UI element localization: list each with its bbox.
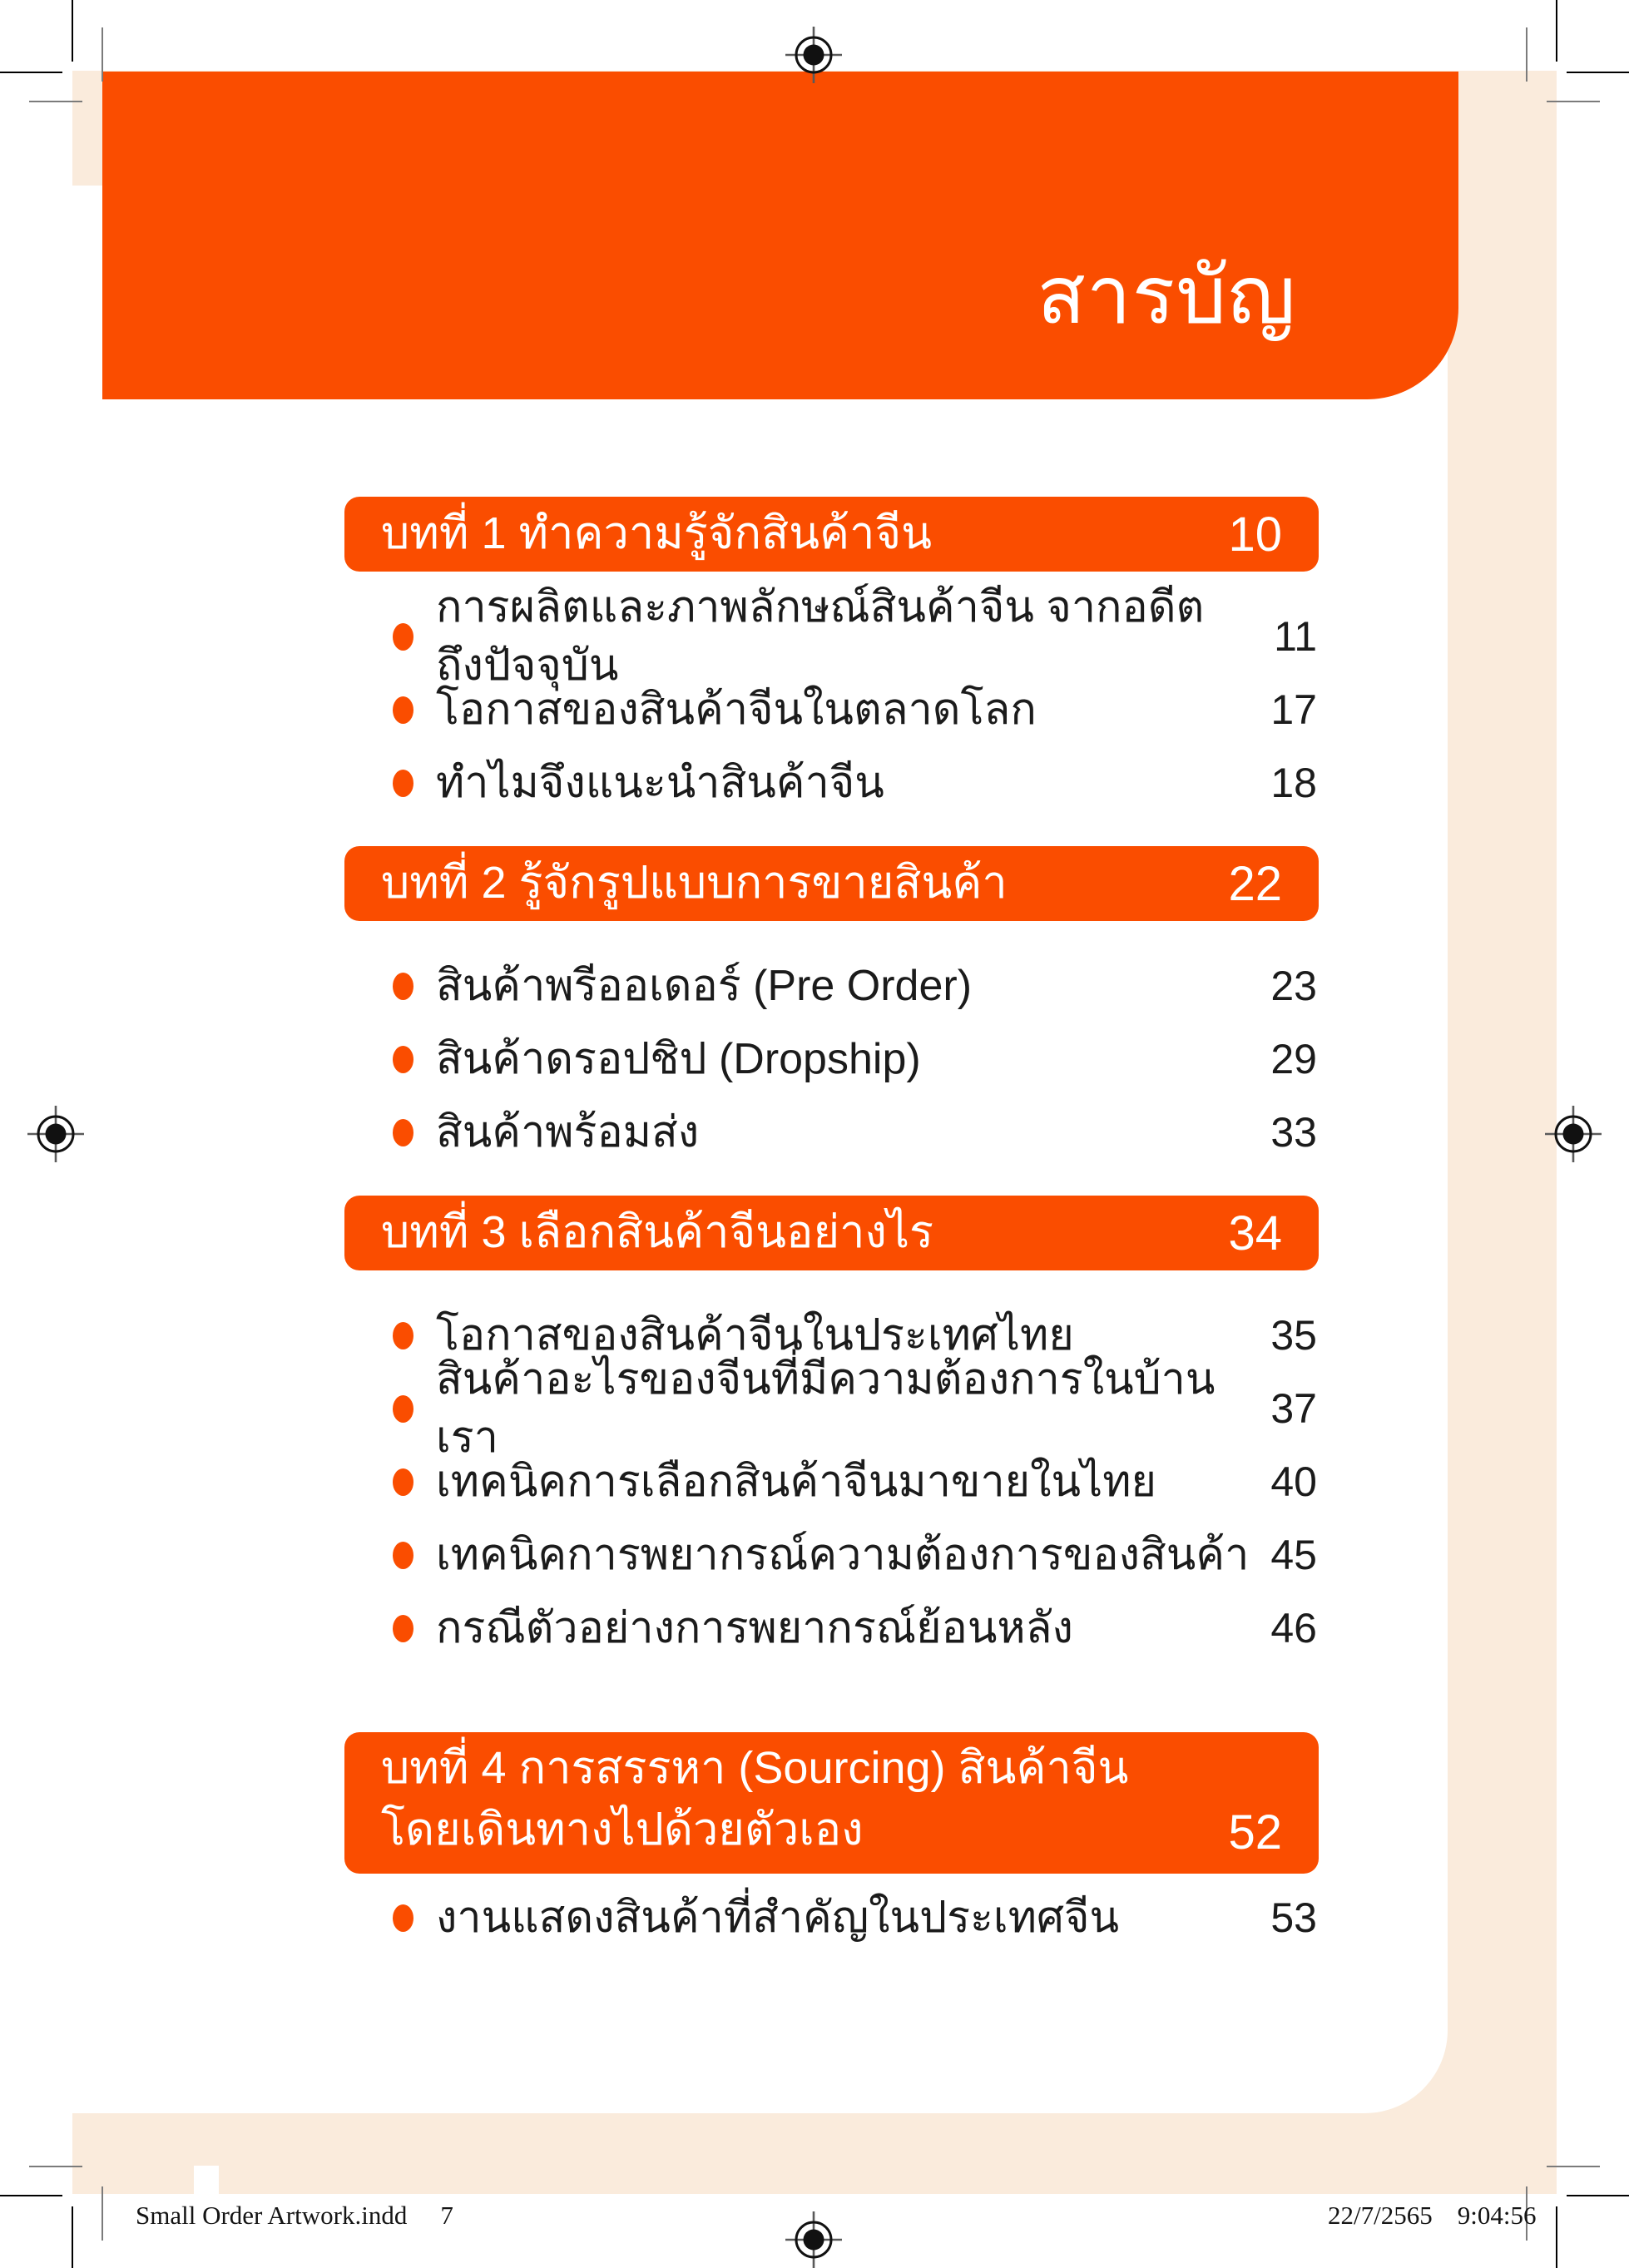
chapter-4-bar [344, 1732, 1319, 1874]
toc-item-page: 18 [1270, 760, 1317, 806]
toc-item [344, 746, 1319, 820]
bullet-icon [393, 1615, 413, 1642]
registration-mark [784, 25, 844, 85]
toc-item-page: 53 [1270, 1894, 1317, 1941]
toc-item-label: สินค้าพร้อมส่ง [436, 1107, 700, 1156]
registration-mark [1543, 1104, 1603, 1164]
footer-timestamp [1328, 2201, 1536, 2231]
toc-item-label: สินค้าดรอปชิป (Dropship) [436, 1034, 921, 1083]
crop-mark [72, 0, 73, 62]
crop-mark [1556, 2206, 1557, 2268]
toc-item-page: 46 [1270, 1605, 1317, 1651]
toc-item-label: ทำไมจึงแนะนำสินค้าจีน [436, 758, 884, 807]
footer-filename [136, 2201, 453, 2231]
toc-item [344, 949, 1319, 1023]
toc-item [344, 1023, 1319, 1096]
chapter-4-items [344, 1881, 1319, 1954]
chapter-2-page-number: 22 [1228, 856, 1282, 911]
toc-item-page: 33 [1270, 1109, 1317, 1156]
toc-item-page: 35 [1270, 1312, 1317, 1359]
toc-item-label: สินค้าอะไรของจีนที่มีความต้องการในบ้านเรา [436, 1354, 1216, 1462]
toc-item [344, 673, 1319, 746]
footer-date: 22/7/2565 [1328, 2201, 1433, 2230]
bullet-icon [393, 1542, 413, 1569]
chapter-3-page-number: 34 [1228, 1206, 1282, 1260]
bullet-icon [393, 1468, 413, 1496]
crop-mark [1556, 0, 1557, 62]
crop-mark [1567, 72, 1629, 73]
chapter-2-title: บทที่ 2 รู้จักรูปแบบการขายสินค้า [381, 858, 1008, 909]
chapter-4-page-number: 52 [1228, 1805, 1282, 1859]
chapter-3-title: บทที่ 3 เลือกสินค้าจีนอย่างไร [381, 1207, 933, 1258]
toc-item [344, 1518, 1319, 1592]
bleed-notch [194, 2166, 219, 2194]
registration-mark [784, 2210, 844, 2268]
toc-item-label: กรณีตัวอย่างการพยากรณ์ย้อนหลัง [436, 1603, 1073, 1652]
crop-mark [0, 72, 62, 73]
chapter-1-items [344, 582, 1319, 820]
footer-page-number: 7 [440, 2201, 453, 2230]
toc-item-page: 17 [1270, 686, 1317, 733]
chapter-4-title [381, 1737, 1128, 1860]
bullet-icon [393, 1904, 413, 1932]
toc-item-page: 40 [1270, 1458, 1317, 1505]
crop-mark [72, 2206, 73, 2268]
toc-item [344, 1445, 1319, 1518]
chapter-2-items [344, 949, 1319, 1169]
toc-item [344, 1592, 1319, 1665]
toc-item-page: 45 [1270, 1532, 1317, 1578]
bleed-mark [1547, 2166, 1600, 2167]
crop-mark [1567, 2195, 1629, 2196]
chapter-1-bar [344, 497, 1319, 572]
chapter-2-bar [344, 846, 1319, 921]
toc-item [344, 1354, 1319, 1462]
bullet-icon [393, 1046, 413, 1073]
toc-item-label: โอกาสของสินค้าจีนในตลาดโลก [436, 685, 1037, 734]
chapter-3-bar [344, 1196, 1319, 1270]
bleed-mark [102, 2186, 103, 2241]
toc-item-label: โอกาสของสินค้าจีนในประเทศไทย [436, 1310, 1074, 1359]
bleed-mark [102, 27, 103, 82]
bullet-icon [393, 770, 413, 797]
footer-time: 9:04:56 [1457, 2201, 1537, 2230]
toc-item-label: งานแสดงสินค้าที่สำคัญในประเทศจีน [436, 1893, 1120, 1942]
bullet-icon [393, 1322, 413, 1349]
toc-item-page: 23 [1270, 963, 1317, 1009]
bullet-icon [393, 623, 413, 651]
toc-item [344, 1096, 1319, 1169]
toc-item-label: เทคนิคการเลือกสินค้าจีนมาขายในไทย [436, 1457, 1156, 1506]
bleed-mark [29, 101, 82, 102]
bullet-icon [393, 973, 413, 1000]
registration-mark [26, 1104, 86, 1164]
chapter-4-title-line-1: บทที่ 4 การสรรหา (Sourcing) สินค้าจีน [381, 1743, 1129, 1793]
toc-item-label: เทคนิคการพยากรณ์ความต้องการของสินค้า [436, 1530, 1250, 1579]
toc-item-page: 29 [1270, 1036, 1317, 1082]
bleed-mark [1526, 27, 1527, 82]
chapter-1-title: บทที่ 1 ทำความรู้จักสินค้าจีน [381, 508, 933, 559]
toc-item-page: 11 [1274, 613, 1317, 660]
toc-item-page: 37 [1270, 1385, 1317, 1432]
crop-mark [0, 2195, 62, 2196]
toc-item-label: สินค้าพรีออเดอร์ (Pre Order) [436, 961, 973, 1010]
toc-header-block [102, 72, 1458, 399]
bullet-icon [393, 1119, 413, 1146]
bullet-icon [393, 696, 413, 724]
chapter-4-title-line-2: โดยเดินทางไปด้วยตัวเอง [381, 1805, 864, 1855]
toc-item [344, 1881, 1319, 1954]
toc-item-label: การผลิตและภาพลักษณ์สินค้าจีน จากอดีตถึงปัจจุบัน [436, 582, 1205, 690]
chapter-3-items [344, 1299, 1319, 1665]
chapter-1-page-number: 10 [1228, 507, 1282, 562]
bleed-mark [29, 2166, 82, 2167]
toc-item [344, 582, 1319, 690]
bullet-icon [393, 1395, 413, 1423]
page-title: สารบัญ [1037, 251, 1296, 340]
bleed-mark [1547, 101, 1600, 102]
footer-file-label: Small Order Artwork.indd [136, 2201, 408, 2230]
